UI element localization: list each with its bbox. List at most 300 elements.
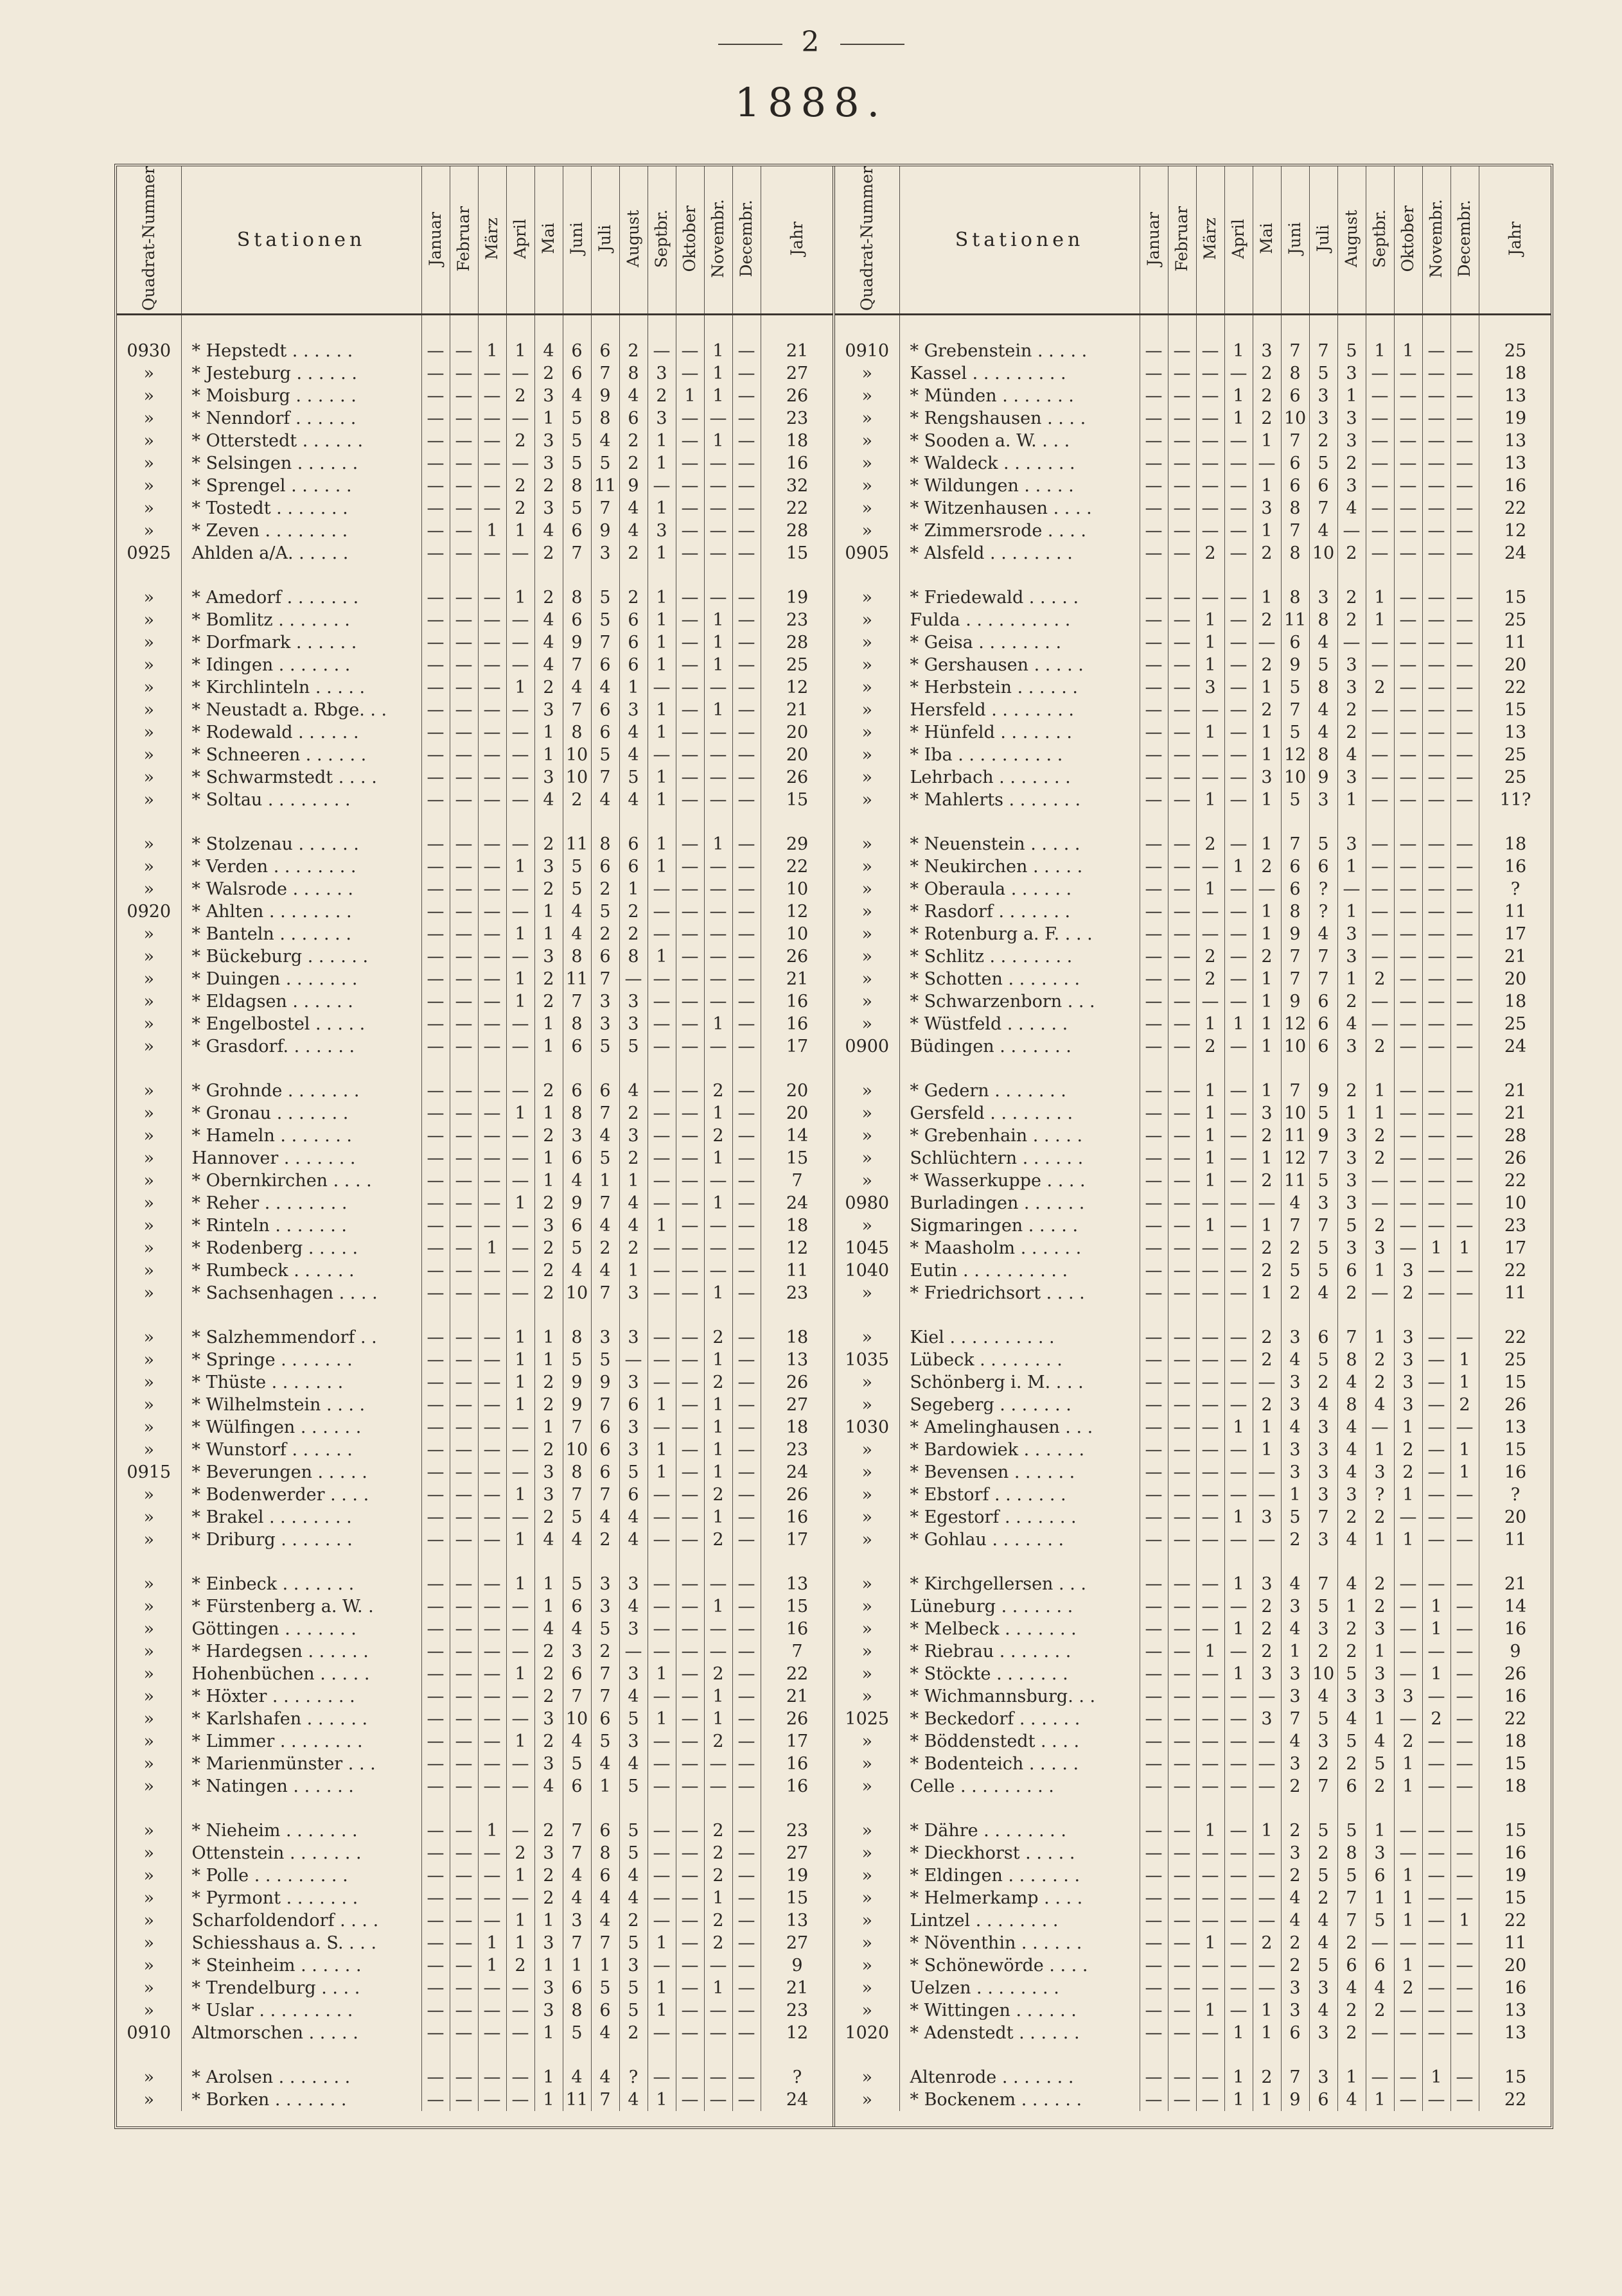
month-value: 5	[1281, 789, 1309, 811]
table-row	[117, 497, 833, 520]
month-value: —	[450, 1685, 478, 1708]
header-month-label: Juni	[567, 222, 586, 255]
month-value: 2	[1366, 1595, 1394, 1618]
month-value: —	[732, 1551, 761, 1595]
month-value: —	[1140, 1394, 1168, 1416]
month-value: —	[1450, 766, 1479, 789]
month-value: —	[648, 990, 676, 1013]
month-value: 3	[619, 1013, 648, 1035]
table-row	[835, 1304, 1551, 1349]
month-value: —	[1196, 430, 1224, 452]
station-name: * Rengshausen . . . .	[899, 407, 1140, 430]
month-value: 11	[1281, 1125, 1309, 1147]
month-value: —	[1224, 609, 1253, 631]
month-value: 4	[1309, 631, 1337, 654]
month-value: —	[676, 1506, 704, 1529]
header-month-label: Decembr.	[736, 200, 755, 277]
month-value: 1	[534, 1304, 563, 1349]
station-name: * Gohlau . . . . . . .	[899, 1529, 1140, 1551]
month-value: 3	[1337, 362, 1366, 385]
station-name: * Bodenteich . . . . .	[899, 1753, 1140, 1775]
quadrat-number: »	[117, 2089, 181, 2111]
month-value: 2	[1309, 1371, 1337, 1394]
month-value: 3	[1309, 2022, 1337, 2044]
month-value: —	[676, 452, 704, 475]
month-value: 7	[1309, 315, 1337, 363]
station-name: * Bomlitz . . . . . . .	[181, 609, 421, 631]
month-value: —	[506, 1999, 534, 2022]
header-month	[450, 166, 478, 315]
month-value: 8	[1309, 676, 1337, 699]
month-value: 2	[1422, 1708, 1450, 1730]
station-name: Segeberg . . . . . . .	[899, 1394, 1140, 1416]
month-value: —	[478, 1529, 506, 1551]
month-value: 9	[591, 520, 619, 542]
month-value: —	[506, 900, 534, 923]
quadrat-number: »	[835, 2089, 899, 2111]
month-value: 2	[1196, 1035, 1224, 1058]
month-value: —	[1140, 1775, 1168, 1798]
quadrat-number: »	[835, 811, 899, 855]
month-value: 2	[1253, 609, 1281, 631]
month-value: —	[676, 1685, 704, 1708]
month-value: —	[648, 878, 676, 900]
month-value: —	[1394, 900, 1422, 923]
header-month	[1394, 166, 1422, 315]
rule	[718, 44, 782, 45]
quadrat-number: »	[835, 766, 899, 789]
month-value: 2	[1253, 855, 1281, 878]
month-value: —	[478, 721, 506, 744]
year-total: 17	[1479, 923, 1551, 945]
month-value: 1	[1196, 1058, 1224, 1102]
year-total: 21	[761, 1977, 833, 1999]
month-value: —	[421, 654, 450, 676]
month-value: 5	[1309, 1708, 1337, 1730]
year-total: 23	[761, 407, 833, 430]
year-total: 27	[761, 1394, 833, 1416]
month-value: 3	[1309, 2044, 1337, 2089]
table-row	[117, 520, 833, 542]
station-name: * Karlshafen . . . . . .	[181, 1708, 421, 1730]
month-value: 2	[704, 1058, 732, 1102]
month-value: 1	[1224, 2044, 1253, 2089]
station-name: * Hünfeld . . . . . . .	[899, 721, 1140, 744]
month-value: 5	[563, 452, 591, 475]
month-value: —	[704, 855, 732, 878]
table-row	[835, 1798, 1551, 1842]
month-value: —	[676, 1282, 704, 1304]
month-value: 4	[1337, 1461, 1366, 1484]
month-value: —	[732, 855, 761, 878]
month-value: —	[1196, 1708, 1224, 1730]
month-value: 4	[619, 721, 648, 744]
month-value: —	[1394, 1551, 1422, 1595]
month-value: —	[1168, 1013, 1196, 1035]
month-value: 2	[1366, 1035, 1394, 1058]
month-value: 5	[563, 1753, 591, 1775]
quadrat-number: 0930	[117, 315, 181, 363]
table-row	[117, 1237, 833, 1259]
header-month-label: März	[1200, 217, 1219, 260]
station-name: * Zimmersrode . . . .	[899, 520, 1140, 542]
month-value: 5	[1337, 1214, 1366, 1237]
year-total: 26	[1479, 1663, 1551, 1685]
month-value: —	[421, 1529, 450, 1551]
month-value: 1	[704, 315, 732, 363]
station-name: * Helmerkamp . . . .	[899, 1887, 1140, 1909]
month-value: —	[450, 609, 478, 631]
month-value: —	[1224, 1685, 1253, 1708]
month-value: 3	[1394, 1371, 1422, 1394]
month-value: 3	[1281, 1394, 1309, 1416]
month-value: 2	[1196, 811, 1224, 855]
month-value: —	[648, 1887, 676, 1909]
month-value: 5	[563, 430, 591, 452]
header-month-label: Novembr.	[708, 199, 727, 278]
month-value: 1	[1394, 1416, 1422, 1439]
table-row	[117, 1999, 833, 2022]
month-value: 3	[1337, 430, 1366, 452]
month-value: —	[1366, 475, 1394, 497]
year-total: 16	[1479, 1461, 1551, 1484]
month-value: 2	[1366, 1506, 1394, 1529]
station-name: * Schwarmstedt . . . .	[181, 766, 421, 789]
month-value: 4	[1309, 1932, 1337, 1954]
month-value: —	[676, 1439, 704, 1461]
month-value: —	[1394, 811, 1422, 855]
month-value: —	[478, 1663, 506, 1685]
month-value: 5	[591, 452, 619, 475]
table-row	[835, 1102, 1551, 1125]
quadrat-number: »	[117, 1147, 181, 1170]
month-value: 8	[563, 721, 591, 744]
month-value: —	[1140, 945, 1168, 968]
month-value: —	[478, 362, 506, 385]
table-row	[835, 1484, 1551, 1506]
month-value: 2	[1394, 1461, 1422, 1484]
month-value: —	[1224, 811, 1253, 855]
month-value: —	[421, 2044, 450, 2089]
month-value: —	[506, 1237, 534, 1259]
quadrat-number: »	[117, 923, 181, 945]
quadrat-number: »	[835, 1640, 899, 1663]
month-value: 1	[506, 1192, 534, 1214]
month-value: —	[1450, 1730, 1479, 1753]
month-value: 6	[563, 1977, 591, 1999]
month-value: 3	[1281, 1304, 1309, 1349]
month-value: —	[1196, 1416, 1224, 1439]
month-value: —	[1450, 676, 1479, 699]
month-value: —	[704, 676, 732, 699]
month-value: —	[732, 1237, 761, 1259]
month-value: 6	[619, 1484, 648, 1506]
month-value: —	[1366, 407, 1394, 430]
month-value: —	[1253, 452, 1281, 475]
month-value: —	[676, 945, 704, 968]
month-value: —	[478, 1259, 506, 1282]
station-name: * Gershausen . . . . .	[899, 654, 1140, 676]
month-value: —	[450, 923, 478, 945]
year-total: 20	[761, 1102, 833, 1125]
month-value: —	[450, 811, 478, 855]
month-value: 2	[1366, 676, 1394, 699]
month-value: —	[1168, 855, 1196, 878]
month-value: —	[1140, 1125, 1168, 1147]
station-name: Altenrode . . . . . . .	[899, 2044, 1140, 2089]
month-value: 3	[1253, 1102, 1281, 1125]
month-value: —	[1168, 1551, 1196, 1595]
month-value: —	[1168, 631, 1196, 654]
quadrat-number: »	[117, 1954, 181, 1977]
month-value: 8	[563, 1461, 591, 1484]
table-row	[117, 1595, 833, 1618]
table-row	[117, 1349, 833, 1371]
month-value: —	[1224, 631, 1253, 654]
month-value: —	[732, 407, 761, 430]
year-total: 18	[1479, 1775, 1551, 1798]
month-value: 1	[1366, 1640, 1394, 1663]
month-value: 4	[1337, 497, 1366, 520]
month-value: 1	[1224, 2022, 1253, 2044]
month-value: 3	[1309, 1529, 1337, 1551]
month-value: —	[1196, 1864, 1224, 1887]
header-month	[704, 166, 732, 315]
year-total: 20	[1479, 654, 1551, 676]
table-row	[835, 1035, 1551, 1058]
month-value: 5	[619, 766, 648, 789]
month-value: —	[1224, 744, 1253, 766]
year-total: 16	[1479, 855, 1551, 878]
month-value: —	[676, 1887, 704, 1909]
month-value: —	[676, 1909, 704, 1932]
month-value: 1	[704, 385, 732, 407]
month-value: —	[1140, 1304, 1168, 1349]
month-value: —	[1224, 1192, 1253, 1214]
table-row	[835, 855, 1551, 878]
month-value: —	[450, 2089, 478, 2111]
month-value: 1	[506, 1864, 534, 1887]
month-value: —	[676, 721, 704, 744]
month-value: —	[1394, 2089, 1422, 2111]
year-total: 20	[761, 1058, 833, 1102]
station-name: * Springe . . . . . . .	[181, 1349, 421, 1371]
month-value: —	[1422, 1932, 1450, 1954]
month-value: —	[1168, 1977, 1196, 1999]
month-value: —	[732, 1058, 761, 1102]
month-value: 2	[1253, 385, 1281, 407]
month-value: —	[1394, 542, 1422, 565]
month-value: —	[704, 2089, 732, 2111]
header-month	[1253, 166, 1281, 315]
month-value: —	[648, 1730, 676, 1753]
table-row	[117, 1439, 833, 1461]
month-value: 4	[1281, 1909, 1309, 1932]
month-value: 4	[1281, 1349, 1309, 1371]
month-value: —	[478, 1484, 506, 1506]
month-value: —	[732, 1842, 761, 1864]
station-name: * Banteln . . . . . . .	[181, 923, 421, 945]
month-value: 1	[506, 1304, 534, 1349]
month-value: —	[1168, 1349, 1196, 1371]
month-value: —	[1168, 385, 1196, 407]
month-value: —	[421, 1304, 450, 1349]
month-value: —	[478, 878, 506, 900]
month-value: —	[1224, 1102, 1253, 1125]
month-value: 1	[704, 430, 732, 452]
year-total: 21	[1479, 1551, 1551, 1595]
month-value: —	[676, 1349, 704, 1371]
month-value: 2	[1281, 1932, 1309, 1954]
month-value: —	[1394, 2044, 1422, 2089]
month-value: —	[1140, 721, 1168, 744]
month-value: 4	[591, 1259, 619, 1282]
month-value: —	[450, 1125, 478, 1147]
month-value: —	[421, 1595, 450, 1618]
table-row	[117, 1304, 833, 1349]
month-value: —	[1450, 2044, 1479, 2089]
month-value: 1	[704, 699, 732, 721]
month-value: —	[1253, 1954, 1281, 1977]
month-value: 1	[704, 1685, 732, 1708]
table-row	[117, 1461, 833, 1484]
month-value: 2	[534, 1663, 563, 1685]
station-name: * Melbeck . . . . . . .	[899, 1618, 1140, 1640]
month-value: —	[1168, 1282, 1196, 1304]
month-value: —	[1168, 945, 1196, 968]
year-total: 15	[1479, 1887, 1551, 1909]
month-value: —	[1422, 2022, 1450, 2044]
quadrat-number: »	[117, 855, 181, 878]
month-value: —	[450, 1237, 478, 1259]
month-value: 2	[1196, 968, 1224, 990]
month-value: —	[732, 923, 761, 945]
month-value: 3	[1337, 766, 1366, 789]
month-value: —	[676, 542, 704, 565]
year-total: 25	[1479, 766, 1551, 789]
month-value: —	[1450, 744, 1479, 766]
station-name: * Grasdorf. . . . . . .	[181, 1035, 421, 1058]
month-value: 8	[1281, 497, 1309, 520]
quadrat-number: 1020	[835, 2022, 899, 2044]
year-total: 11	[761, 1259, 833, 1282]
month-value: 4	[534, 1618, 563, 1640]
month-value: 5	[1309, 362, 1337, 385]
month-value: —	[1224, 1730, 1253, 1753]
station-name: Scharfoldendorf . . . .	[181, 1909, 421, 1932]
table-row	[835, 452, 1551, 475]
month-value: —	[1394, 699, 1422, 721]
table-row	[117, 699, 833, 721]
month-value: —	[1168, 1147, 1196, 1170]
month-value: 1	[1224, 385, 1253, 407]
station-name: Altmorschen . . . . .	[181, 2022, 421, 2044]
station-name: * Einbeck . . . . . . .	[181, 1551, 421, 1595]
month-value: 3	[1281, 1595, 1309, 1618]
header-month	[1140, 166, 1168, 315]
month-value: 5	[1366, 1909, 1394, 1932]
station-name: * Bückeburg . . . . . .	[181, 945, 421, 968]
month-value: —	[1422, 1842, 1450, 1864]
month-value: —	[676, 315, 704, 363]
month-value: —	[1168, 1640, 1196, 1663]
quadrat-number: »	[835, 1887, 899, 1909]
month-value: 8	[1281, 900, 1309, 923]
month-value: —	[676, 2089, 704, 2111]
month-value: 2	[1337, 1999, 1366, 2022]
month-value: —	[421, 1753, 450, 1775]
year-total: 7	[761, 1640, 833, 1663]
quadrat-number: »	[117, 1506, 181, 1529]
quadrat-number: »	[117, 1708, 181, 1730]
month-value: —	[450, 1214, 478, 1237]
month-value: 6	[1281, 2022, 1309, 2044]
year-total: 16	[761, 1618, 833, 1640]
quadrat-number: »	[835, 789, 899, 811]
month-value: 9	[1281, 923, 1309, 945]
month-value: —	[732, 968, 761, 990]
year-total: 13	[761, 1551, 833, 1595]
month-value: 7	[591, 1282, 619, 1304]
header-month-label: April	[510, 218, 529, 259]
month-value: 3	[1281, 1753, 1309, 1775]
month-value: —	[1196, 1394, 1224, 1416]
month-value: 2	[704, 1529, 732, 1551]
month-value: —	[676, 631, 704, 654]
month-value: —	[478, 385, 506, 407]
month-value: —	[1422, 1416, 1450, 1439]
month-value: 3	[1253, 1506, 1281, 1529]
month-value: —	[1366, 452, 1394, 475]
month-value: —	[1224, 766, 1253, 789]
month-value: —	[450, 1506, 478, 1529]
month-value: —	[676, 2044, 704, 2089]
month-value: —	[676, 1798, 704, 1842]
month-value: —	[1337, 878, 1366, 900]
month-value: —	[1422, 1461, 1450, 1484]
month-value: —	[1140, 1529, 1168, 1551]
month-value: —	[732, 1864, 761, 1887]
month-value: 1	[534, 1170, 563, 1192]
table-row	[835, 1932, 1551, 1954]
station-name: * Waldeck . . . . . . .	[899, 452, 1140, 475]
month-value: —	[478, 990, 506, 1013]
month-value: —	[506, 1035, 534, 1058]
month-value: 7	[1281, 945, 1309, 968]
month-value: —	[450, 2044, 478, 2089]
table-row	[835, 1909, 1551, 1932]
table-row	[117, 1842, 833, 1864]
month-value: —	[1140, 1371, 1168, 1394]
month-value: —	[1253, 1887, 1281, 1909]
month-value: 3	[591, 1304, 619, 1349]
month-value: —	[421, 1282, 450, 1304]
month-value: 5	[619, 1775, 648, 1798]
month-value: 3	[1309, 407, 1337, 430]
month-value: —	[648, 475, 676, 497]
month-value: 3	[591, 542, 619, 565]
month-value: —	[732, 1640, 761, 1663]
month-value: 1	[1422, 1663, 1450, 1685]
month-value: 2	[1253, 1259, 1281, 1282]
month-value: —	[421, 1214, 450, 1237]
month-value: —	[1422, 1170, 1450, 1192]
table-row	[835, 1618, 1551, 1640]
month-value: —	[506, 1058, 534, 1102]
month-value: 1	[648, 1977, 676, 1999]
quadrat-number: »	[835, 1214, 899, 1237]
month-value: —	[1366, 721, 1394, 744]
